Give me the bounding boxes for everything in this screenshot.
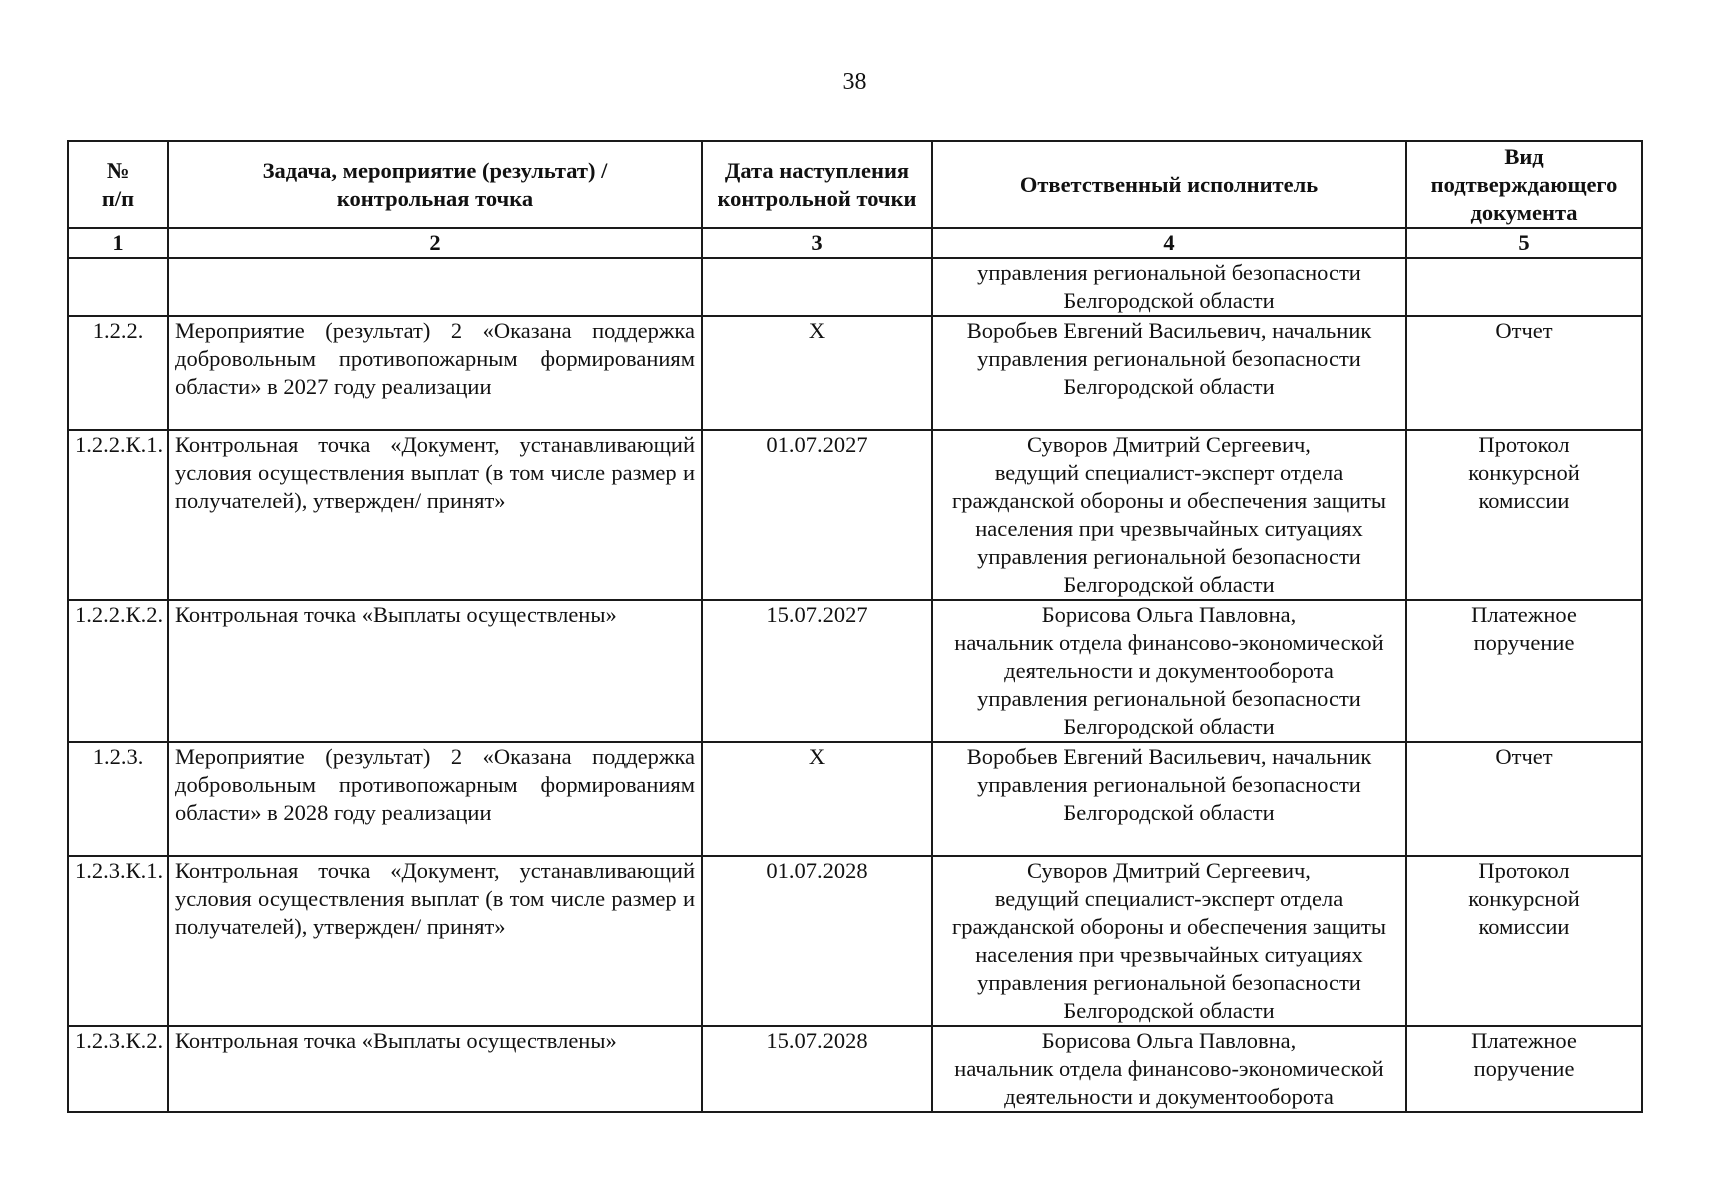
row-task: Мероприятие (результат) 2 «Оказана поддержка добровольным противопожарным формированиям области» в 2027 году реализации [168,316,702,430]
row-date: 15.07.2028 [702,1026,932,1112]
table-row [68,258,1642,316]
row-document-type [1406,258,1642,316]
row-date: 01.07.2028 [702,856,932,1026]
header-document-type: Вид подтверждающего документа [1406,141,1642,228]
table-row [68,1026,1642,1112]
row-task: Контрольная точка «Документ, устанавливающий условия осуществления выплат (в том числе размер и получателей), утвержден/ принят» [168,430,702,600]
row-task: Контрольная точка «Выплаты осуществлены» [168,600,702,742]
row-document-type: Платежное поручение [1406,1026,1642,1112]
table-row [68,856,1642,1026]
row-task: Мероприятие (результат) 2 «Оказана поддержка добровольным противопожарным формированиям области» в 2028 году реализации [168,742,702,856]
row-number: 1.2.2.К.2. [68,600,168,742]
row-responsible: Борисова Ольга Павловна, начальник отдела финансово-экономической деятельности и документооборота управления региональной безопасности Белгородской области [932,600,1406,742]
row-number: 1.2.2. [68,316,168,430]
header-date: Дата наступления контрольной точки [702,141,932,228]
row-task: Контрольная точка «Выплаты осуществлены» [168,1026,702,1112]
row-number [68,258,168,316]
table-row [68,600,1642,742]
row-number: 1.2.3. [68,742,168,856]
column-number: 5 [1406,228,1642,258]
header-responsible: Ответственный исполнитель [932,141,1406,228]
row-responsible: Воробьев Евгений Васильевич, начальник управления региональной безопасности Белгородской области [932,742,1406,856]
table-row [68,316,1642,430]
table-row [68,742,1642,856]
row-document-type: Протокол конкурсной комиссии [1406,430,1642,600]
row-date [702,258,932,316]
row-responsible: Борисова Ольга Павловна, начальник отдела финансово-экономической деятельности и документооборота [932,1026,1406,1112]
row-date: 15.07.2027 [702,600,932,742]
header-task: Задача, мероприятие (результат) / контрольная точка [168,141,702,228]
page-number: 38 [842,69,867,95]
row-task [168,258,702,316]
row-number: 1.2.2.К.1. [68,430,168,600]
row-responsible: управления региональной безопасности Белгородской области [932,258,1406,316]
row-task: Контрольная точка «Документ, устанавливающий условия осуществления выплат (в том числе размер и получателей), утвержден/ принят» [168,856,702,1026]
row-number: 1.2.3.К.1. [68,856,168,1026]
row-document-type: Протокол конкурсной комиссии [1406,856,1642,1026]
column-numbers-row [68,228,1642,258]
column-number: 1 [68,228,168,258]
row-document-type: Отчет [1406,742,1642,856]
row-date: 01.07.2027 [702,430,932,600]
column-number: 4 [932,228,1406,258]
row-document-type: Отчет [1406,316,1642,430]
header-number: № п/п [68,141,168,228]
row-responsible: Воробьев Евгений Васильевич, начальник управления региональной безопасности Белгородской области [932,316,1406,430]
column-number: 3 [702,228,932,258]
table-row [68,430,1642,600]
column-number: 2 [168,228,702,258]
row-responsible: Суворов Дмитрий Сергеевич, ведущий специалист-эксперт отдела гражданской обороны и обеспечения защиты населения при чрезвычайных ситуациях управления региональной безопасности Белгородской области [932,856,1406,1026]
control-points-table [67,140,1643,1113]
row-date: X [702,316,932,430]
row-document-type: Платежное поручение [1406,600,1642,742]
row-date: X [702,742,932,856]
row-responsible: Суворов Дмитрий Сергеевич, ведущий специалист-эксперт отдела гражданской обороны и обеспечения защиты населения при чрезвычайных ситуациях управления региональной безопасности Белгородской области [932,430,1406,600]
table-header-row [68,141,1642,228]
row-number: 1.2.3.К.2. [68,1026,168,1112]
